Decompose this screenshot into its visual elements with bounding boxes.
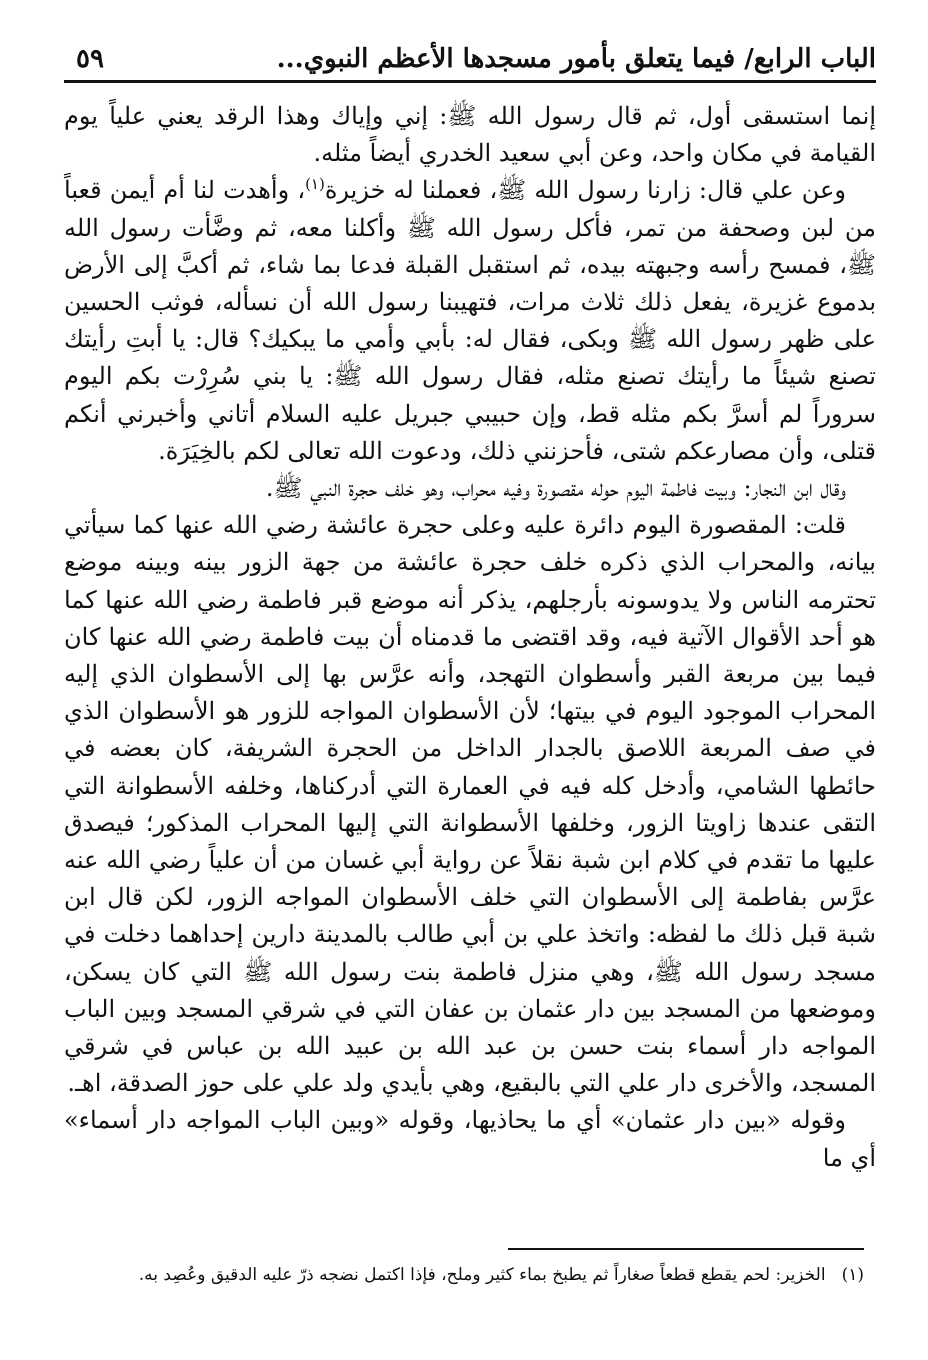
running-header [64,34,876,74]
footnote-rule [508,1248,864,1250]
paragraph-commentary: قلت: المقصورة اليوم دائرة عليه وعلى حجرة عائشة رضي الله عنها كما سيأتي بيانه، والمحراب الذي ذكره خلف حجرة عائشة من جهة الزور بينه وبينه موضع تحترمه الناس ولا يدوسونه بأرجلهم، يذكر أنه موضع قبر فاطمة رضي الله عنها كما هو أحد الأقوال الآتية فيه، وقد اقتضى ما قدمناه أن بيت فاطمة رضي الله عنها كان فيما بين مربعة القبر وأسطوان التهجد، وأنه عرَّس بها إلى الأسطوان الذي إليه المحراب الموجود اليوم في بيتها؛ لأن الأسطوان المواجه للزور هو الأسطوان الذي في صف المربعة اللاصق بالجدار الداخل من الحجرة الشريفة، كان بعضه في حائطها الشامي، وأدخل كله فيه في العمارة التي أدركناها، وخلفه الأسطوانة التي التقى عندها زاويتا الزور، وخلفها الأسطوانة التي إليها المحراب المذكور؛ فيصدق عليها ما تقدم في كلام ابن شبة نقلاً عن رواية أبي غسان من أن علياً رضي الله عنه عرَّس بفاطمة إلى الأسطوان التي خلف الأسطوان المواجه الزور، لكن قال ابن شبة قبل ذلك ما لفظه: واتخذ علي بن أبي طالب بالمدينة دارين إحداهما دخلت في مسجد رسول الله ﷺ، وهي منزل فاطمة بنت رسول الله ﷺ التي كان يسكن، وموضعها من المسجد بين دار عثمان بن عفان التي في شرقي المسجد وبين الباب المواجه دار أسماء بنت حسن بن عبد الله بن عبيد الله بن عباس في شرقي المسجد، والأخرى دار علي التي بالبقيع، وهي بأيدي ولد علي على حوز الصدقة، اهـ. [64,511,876,1098]
paragraph-closing: وقوله «بين دار عثمان» أي ما يحاذيها، وقوله «وبين الباب المواجه دار أسماء» أي ما [64,1106,876,1172]
chapter-title: الباب الرابع/ فيما يتعلق بأمور مسجدها الأعظم النبوي... [276,44,876,74]
footnote [64,1262,864,1288]
footnote-marker[interactable]: (١) [305,175,325,194]
paragraph-continuation: إنما استسقى أول، ثم قال رسول الله ﷺ: إني وإياك وهذا الرقد يعني علياً يوم القيامة في مكان واحد، وعن أبي سعيد الخدري أيضاً مثله. [64,102,876,168]
footnote-number: (١) [841,1265,864,1285]
page-number: ٥٩ [76,44,104,74]
paragraph-ali-hadith-rest: ، وأهدت لنا أم أيمن قعباً من لبن وصحفة من تمر، فأكل رسول الله ﷺ وأكلنا معه، ثم وضَّأت رسول الله ﷺ، فمسح رأسه وجبهته بيده، ثم استقبل القبلة فدعا بما شاء، ثم أكبَّ إلى الأرض بدموع غزيرة، يفعل ذلك ثلاث مرات، فتهيبنا رسول الله أن نسأله، فوثب الحسين على ظهر رسول الله ﷺ وبكى، فقال له: بأبي وأمي ما يبكيك؟ قال: يا أبتِ رأيتك تصنع شيئاً ما رأيتك تصنع مثله، فقال رسول الله ﷺ: يا بني سُرِرْت بكم اليوم سروراً لم أسرَّ بكم مثله قط، وإن حبيبي جبريل عليه السلام أتاني وأخبرني أنكم قتلى، وأن مصارعكم شتى، فأحزنني ذلك، ودعوت الله تعالى لكم بالخِيَرَة. [64,176,876,465]
paragraph-ali-hadith [64,172,876,470]
paragraph-ali-hadith-start: وعن علي قال: زارنا رسول الله ﷺ، فعملنا له خزيرة [324,176,846,205]
footnote-text: الخزير: لحم يقطع قطعاً صغاراً ثم يطبخ بماء كثير وملح، فإذا اكتمل نضجه ذرّ عليه الدقيق وعُصِد به. [138,1265,826,1285]
header-rule [64,80,876,83]
body-text [64,98,876,1177]
paragraph-ibn-najjar: وقال ابن النجار: وبيت فاطمة اليوم حوله مقصورة وفيه محراب، وهو خلف حجرة النبي ﷺ. [265,474,846,503]
